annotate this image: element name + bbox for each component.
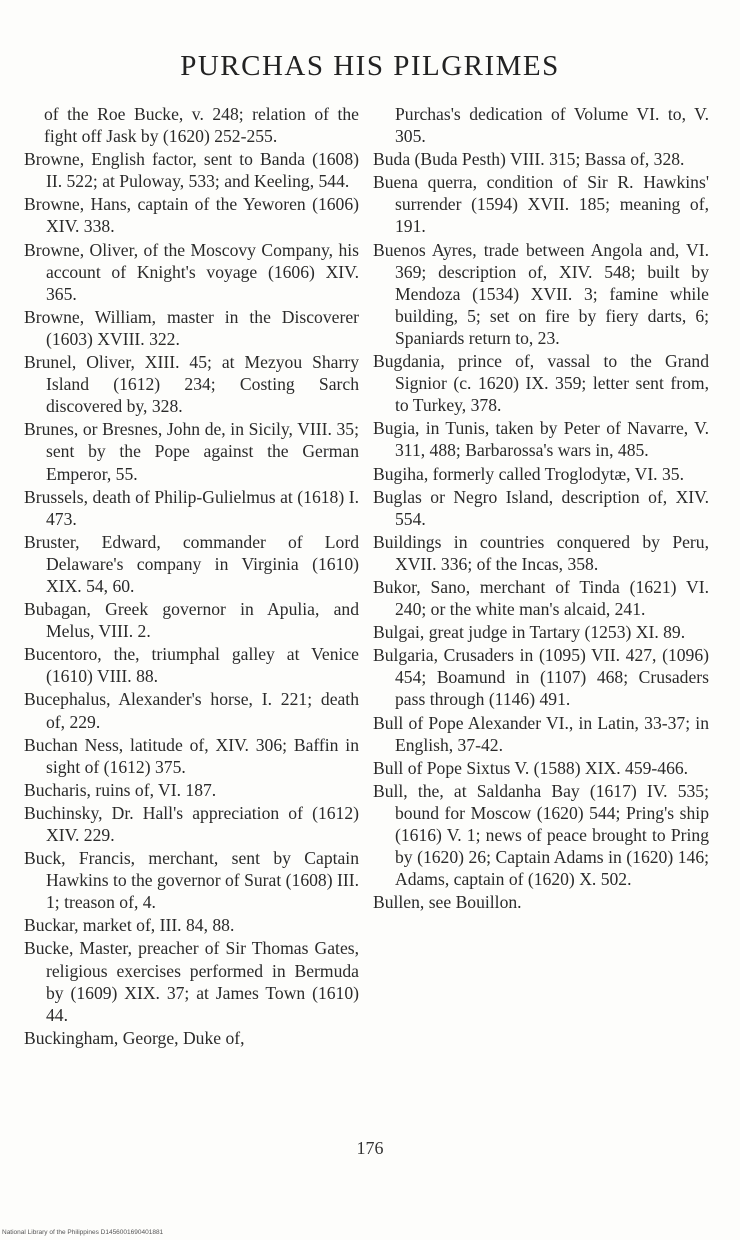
index-entry: Bruster, Edward, commander of Lord Delaware's company in Virginia (1610) XIX. 54, 60. xyxy=(24,531,359,596)
index-entry: Buck, Francis, merchant, sent by Captain Hawkins to the governor of Surat (1608) III. 1; treason of, 4. xyxy=(24,848,359,913)
index-entry: Brunel, Oliver, XIII. 45; at Mezyou Sharry Island (1612) 234; Costing Sarch discovered by, 328. xyxy=(24,352,359,417)
index-entry: Buglas or Negro Island, description of, XIV. 554. xyxy=(373,486,709,529)
index-entry: Bucharis, ruins of, VI. 187. xyxy=(24,779,217,800)
footer-watermark: National Library of the Philippines D1456001690401881 xyxy=(2,1229,164,1236)
index-entry: Browne, Oliver, of the Moscovy Company, his account of Knight's voyage (1606) XIV. 365. xyxy=(24,239,359,304)
index-entry: Brussels, death of Philip-Gulielmus at (1618) I. 473. xyxy=(24,486,359,529)
index-entry: Buda (Buda Pesth) VIII. 315; Bassa of, 328. xyxy=(373,149,685,170)
index-entry: Bugdania, prince of, vassal to the Grand Signior (c. 1620) IX. 359; letter sent from, to Turkey, 378. xyxy=(373,351,709,416)
index-entry: Browne, William, master in the Discoverer (1603) XVIII. 322. xyxy=(24,306,359,349)
index-entry: Bullen, see Bouillon. xyxy=(373,892,522,913)
index-entry: Bucephalus, Alexander's horse, I. 221; death of, 229. xyxy=(24,689,359,732)
index-entry: Bucentoro, the, triumphal galley at Venice (1610) VIII. 88. xyxy=(24,644,359,687)
index-entry: Bucke, Master, preacher of Sir Thomas Gates, religious exercises performed in Bermuda by (1609) XIX. 37; at James Town (1610) 44. xyxy=(24,938,359,1025)
index-entry: Buckingham, George, Duke of, xyxy=(24,1027,245,1048)
left-column xyxy=(24,103,359,1050)
index-entry: Buena querra, condition of Sir R. Hawkins' surrender (1594) XVII. 185; meaning of, 191. xyxy=(373,172,709,237)
index-entry: Buckar, market of, III. 84, 88. xyxy=(24,915,235,936)
index-entry: Buenos Ayres, trade between Angola and, VI. 369; description of, XIV. 548; built by Mendoza (1534) XVII. 3; famine while building, 5; set on fire by fiery darts, 6; Spaniards return to, 23. xyxy=(373,239,709,348)
page-title: PURCHAS HIS PILGRIMES xyxy=(180,50,560,82)
index-entry: Bulgaria, Crusaders in (1095) VII. 427, (1096) 454; Boamund in (1107) 468; Crusaders pass through (1146) 491. xyxy=(373,645,709,710)
index-entry: Buildings in countries conquered by Peru, XVII. 336; of the Incas, 358. xyxy=(373,531,709,574)
index-entry: Bugiha, formerly called Troglodytæ, VI. 35. xyxy=(373,463,684,484)
index-entry: Browne, English factor, sent to Banda (1608) II. 522; at Puloway, 533; and Keeling, 544. xyxy=(24,149,359,192)
right-column xyxy=(373,103,709,914)
index-entry: Bull of Pope Sixtus V. (1588) XIX. 459-466. xyxy=(373,757,689,778)
index-entry: Bulgai, great judge in Tartary (1253) XI. 89. xyxy=(373,622,686,643)
index-entry: Bubagan, Greek governor in Apulia, and Melus, VIII. 2. xyxy=(24,599,359,642)
index-entry: of the Roe Bucke, v. 248; relation of the fight off Jask by (1620) 252-255. xyxy=(44,104,359,147)
index-entry: Brunes, or Bresnes, John de, in Sicily, VIII. 35; sent by the Pope against the German Emperor, 55. xyxy=(24,419,359,484)
index-entry: Bull, the, at Saldanha Bay (1617) IV. 535; bound for Moscow (1620) 544; Pring's ship (1616) V. 1; news of peace brought to Pring by (1620) 26; Captain Adams in (1620) 146; Adams, captain of (1620) X. 502. xyxy=(373,780,709,890)
index-entry: Bukor, Sano, merchant of Tinda (1621) VI. 240; or the white man's alcaid, 241. xyxy=(373,576,709,620)
index-entry: Purchas's dedication of Volume VI. to, V. 305. xyxy=(395,104,709,147)
index-entry: Buchinsky, Dr. Hall's appreciation of (1612) XIV. 229. xyxy=(24,802,359,845)
index-entry: Bugia, in Tunis, taken by Peter of Navarre, V. 311, 488; Barbarossa's wars in, 485. xyxy=(373,418,709,461)
index-entry: Buchan Ness, latitude of, XIV. 306; Baffin in sight of (1612) 375. xyxy=(24,734,359,777)
index-entry: Browne, Hans, captain of the Yeworen (1606) XIV. 338. xyxy=(24,194,359,237)
index-entry: Bull of Pope Alexander VI., in Latin, 33-37; in English, 37-42. xyxy=(373,712,709,755)
page-number: 176 xyxy=(356,1138,384,1158)
